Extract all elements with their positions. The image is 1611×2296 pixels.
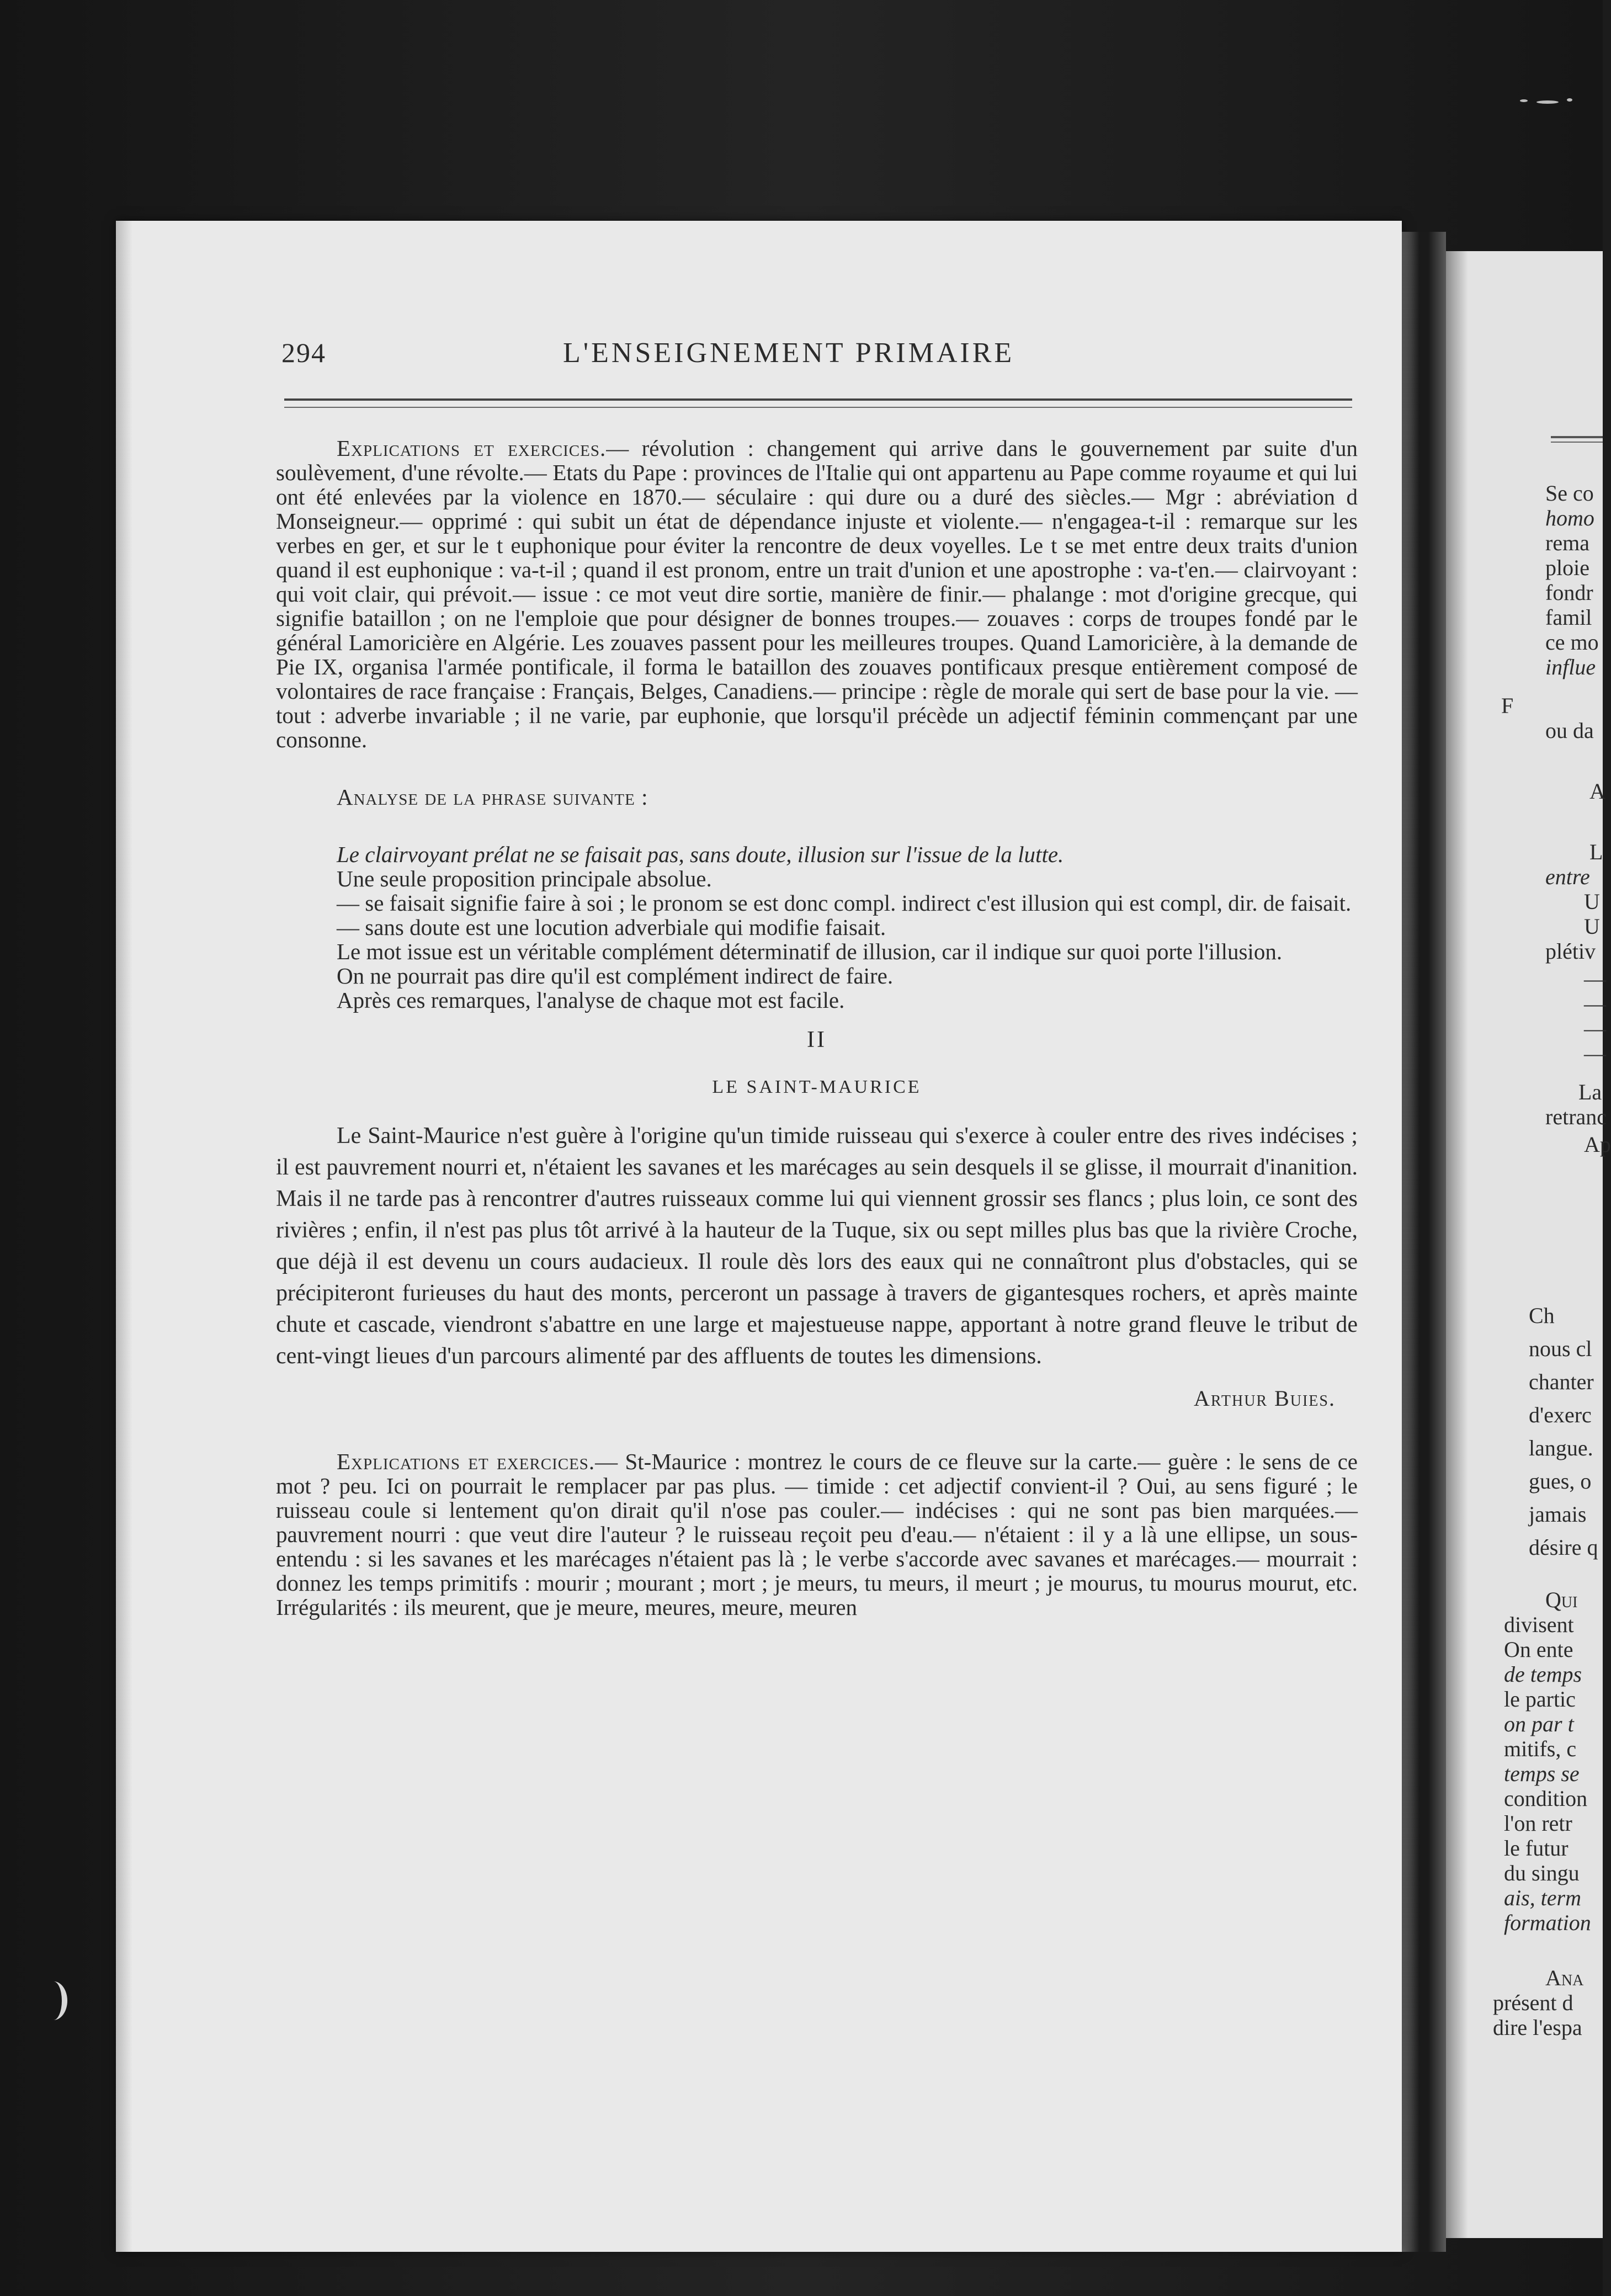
right-page-fragment: d'exerc [1529,1402,1592,1427]
right-page-fragment: le futur [1504,1836,1569,1861]
analyse-line: Une seule proposition principale absolue. [337,866,712,891]
explications-label: Explications et exercices. [337,435,607,461]
scan-specks [1514,94,1581,110]
reading-passage: Le Saint-Maurice n'est guère à l'origine qu'un timide ruisseau qui s'exerce à couler entre des rives indécises ; il est pauvrement nourri et, n'étaient les savanes et les marécages au sein desquels il se glisse, il mourrait d'inanition. Mais il ne tarde pas à rencontrer d'autres ruisseaux comme lui qui viennent grossir ses flancs ; plus loin, ce sont des rivières ; enfin, il n'est pas plus tôt arrivé à la hauteur de la Tuque, six ou sept milles plus bas que la rivière Croche, que déjà il est devenu un cours audacieux. Il roule dès lors des eaux qui ne connaîtront plus d'obstacles, qui se précipiteront furieuses du haut des monts, perceront un passage à travers de gigantesques rochers, et après mainte chute et cascade, viendront s'abattre en une large et majestueuse nappe, apportant à notre grand fleuve le tribut de cent-vingt lieues d'un parcours alimenté par des affluents de toutes les dimensions. [276,1123,1358,1369]
analyse-line: — sans doute est une locution adverbiale qui modifie faisait. [337,915,886,940]
right-page-rule-thin [1551,442,1603,443]
right-page-fragment: nous cl [1529,1336,1592,1361]
header-rule [284,398,1352,401]
right-page-fragment: U [1584,889,1600,914]
right-page-fragment: entre [1545,864,1590,889]
explications-paragraph-2 [276,1449,1358,1619]
header-rule-thin [284,407,1352,408]
right-page-fragment: — [1584,1016,1606,1041]
right-page-fragment: condition [1504,1786,1588,1811]
page-content [276,436,1358,1619]
book-gutter [1402,232,1446,2252]
right-page-fragment: rema [1545,530,1589,555]
right-page-fragment: La [1578,1080,1602,1104]
right-page-fragment: formation [1504,1910,1591,1935]
right-page-fragment: famil [1545,605,1592,630]
page-header [281,331,1352,381]
running-title: L'ENSEIGNEMENT PRIMAIRE [563,337,1015,369]
right-page-fragment: temps se [1504,1761,1580,1786]
explications-text: — St-Maurice : montrez le cours de ce fleuve sur la carte.— guère : le sens de ce mot ? peu. Ici on pourrait le remplacer par pas plus. — timide : cet adjectif convient-il ? Oui, au sens figuré ; le ruisseau coule si lentement qu'on dirait qu'il n'ose pas couler.— indécises : qui ne sont pas bien marquées.— pauvrement nourri : que veut dire l'auteur ? le ruisseau reçoit peu d'eau.— n'étaient : il y a là une ellipse, un sous-entendu : si les savanes et les marécages n'étaient pas là ; le verbe s'accorde avec savanes et marécages.— mourrait : donnez les temps primitifs : mourir ; mourant ; mort ; je meurs, tu meurs, il meurt ; je mourus, tu mourus mourut, etc. Irrégularités : ils meurent, que je meure, meures, meure, meuren [276,1449,1358,1620]
right-page-fragment: — [1584,1041,1606,1066]
right-page-fragment: F [1501,693,1514,718]
analyse-heading: Analyse de la phrase suivante : [337,784,648,810]
right-page-fragment: Ana [1545,1965,1584,1990]
analyse-sentence: Le clairvoyant prélat ne se faisait pas, sans doute, illusion sur l'issue de la lutte. [337,842,1064,867]
explications-label: Explications et exercices. [337,1449,596,1474]
section-number: II [807,1027,827,1053]
right-page-fragment: Qui [1545,1587,1578,1612]
right-page-fragment: Ap [1584,1132,1611,1157]
right-page-rule [1551,436,1603,438]
right-page-fragment: ce mo [1545,630,1599,655]
explications-text: — révolution : changement qui arrive dans le gouvernement par suite d'un soulèvement, d'une révolte.— Etats du Pape : provinces de l'Italie qui ont appartenu au Pape comme royaume et qui lui ont été enlevées par la violence en 1870.— séculaire : qui dure ou a duré des siècles.— Mgr : abréviation d Monseigneur.— opprimé : qui subit un état de dépendance injuste et violente.— n'engagea-t-il : remarque sur les verbes en ger, et sur le t euphonique pour éviter la rencontre de deux voyelles. Le t se met entre deux traits d'union quand il est euphonique : va-t-il ; quand il est pronom, entre un trait d'union et une apostrophe : va-t'en.— clairvoyant : qui voit clair, qui prévoit.— issue : ce mot veut dire sortie, manière de finir.— phalange : mot d'origine grecque, qui signifie bataillon ; on ne l'emploie que pour désigner de bonnes troupes.— zouaves : corps de troupes fondé par le général Lamoricière en Algérie. Les zouaves passent pour les meilleures troupes. Quand Lamoricière, à la demande de Pie IX, organisa l'armée pontificale, il forma le bataillon des zouaves pontificaux presque entièrement composé de volontaires de race française : Français, Belges, Canadiens.— principe : règle de morale qui sert de base pour la vie. — tout : adverbe invariable ; il ne varie, par euphonie, que lorsqu'il précède un adjectif féminin commençant par une consonne. [276,435,1358,752]
right-page-fragment: chanter [1529,1369,1594,1394]
analyse-line: Après ces remarques, l'analyse de chaque mot est facile. [337,987,845,1013]
right-page-fragment: Ch [1529,1303,1555,1328]
right-page-fragment: retranc [1545,1104,1607,1129]
right-page-fragment: du singu [1504,1861,1580,1885]
right-page-fragment: langue. [1529,1436,1593,1460]
right-page-fragment: homo [1545,506,1594,530]
right-page-fragment: ou da [1545,718,1594,743]
right-page-fragment: divisent [1504,1612,1574,1637]
right-page-fragment: influe [1545,655,1596,679]
right-page-fragment: — [1584,991,1606,1016]
page-edge-shadow [116,221,132,2252]
right-page-fragment: désire q [1529,1535,1598,1560]
author-signature: Arthur Buies. [1193,1386,1336,1411]
analyse-line: — se faisait signifie faire à soi ; le pronom se est donc compl. indirect c'est illusion qui est compl, dir. de faisait. [337,890,1352,916]
right-page-fragment: gues, o [1529,1469,1592,1494]
right-page-fragment: on par t [1504,1712,1574,1736]
section-title: LE SAINT-MAURICE [712,1077,922,1097]
right-page-fragment: l'on retr [1504,1811,1572,1836]
explications-paragraph-1 [276,436,1358,752]
analyse-line: On ne pourrait pas dire qu'il est complément indirect de faire. [337,963,894,988]
right-page-fragment: ais, term [1504,1885,1581,1910]
right-page-fragment: mitifs, c [1504,1736,1577,1761]
right-page-fragment: ploie [1545,555,1589,580]
right-page-fragment: — [1584,966,1606,991]
right-page-fragment: de temps [1504,1662,1582,1687]
right-page-fragment: jamais [1529,1502,1587,1527]
right-page-fragment: L [1589,839,1603,864]
right-page-fragment: Se co [1545,481,1594,506]
page-number: 294 [281,337,326,368]
right-page-fragment: On ente [1504,1637,1573,1662]
right-page-fragment: présent d [1493,1990,1573,2015]
scan-artifact [40,1981,67,2020]
right-page-fragment: dire l'espa [1493,2015,1582,2040]
right-page-fragment: U [1584,914,1600,939]
right-page-fragment: fondr [1545,580,1593,605]
right-page-fragment: plétiv [1545,939,1596,964]
analyse-line: Le mot issue est un véritable complément déterminatif de illusion, car il indique sur quoi porte l'illusion. [337,939,1283,964]
right-page-fragment: le partic [1504,1687,1576,1712]
right-page-fragment: A [1589,779,1605,804]
